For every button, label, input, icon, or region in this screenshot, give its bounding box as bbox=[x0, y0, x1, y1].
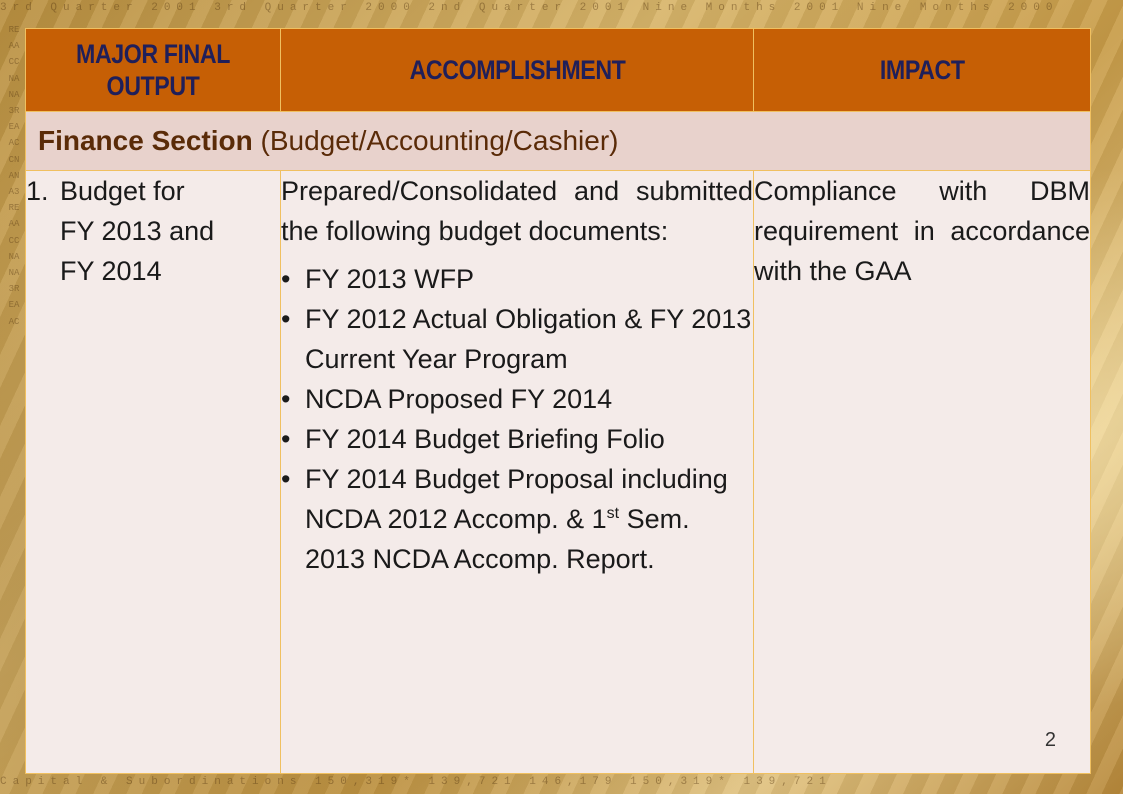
background-ticker-bottom: Capital & Subordinations 150,319* 139,721 146,179 150,319* 139,721 bbox=[0, 776, 832, 788]
list-item: • FY 2014 Budget Proposal including NCDA 2012 Accomp. & 1st Sem. 2013 NCDA Accomp. Report. bbox=[281, 459, 753, 579]
header-accomplishment: ACCOMPLISHMENT bbox=[281, 29, 754, 112]
output-line-3: FY 2014 bbox=[60, 256, 162, 286]
table-header-row bbox=[26, 29, 1091, 112]
section-title-cell bbox=[26, 112, 1091, 171]
list-item: • NCDA Proposed FY 2014 bbox=[281, 379, 753, 419]
output-cell bbox=[26, 171, 281, 774]
background-ticker-left: REAACCNANA3REAACCNANA3REAACCNANA3REAAC bbox=[8, 25, 20, 327]
table-row bbox=[26, 171, 1091, 774]
output-line-1: Budget for bbox=[60, 176, 185, 206]
list-item: • FY 2012 Actual Obligation & FY 2013 Current Year Program bbox=[281, 299, 753, 379]
accomplishment-lead: Prepared/Consolidated and submitted the following budget documents: bbox=[281, 176, 753, 246]
item-number: 1. bbox=[26, 176, 49, 206]
output-line-2: FY 2013 and bbox=[60, 216, 215, 246]
header-major-final-output: MAJOR FINAL OUTPUT bbox=[26, 29, 281, 112]
list-item: • FY 2013 WFP bbox=[281, 259, 753, 299]
accomplishment-table bbox=[25, 28, 1091, 774]
section-row bbox=[26, 112, 1091, 171]
section-title: Finance Section bbox=[38, 125, 253, 156]
header-impact: IMPACT bbox=[754, 29, 1091, 112]
impact-cell bbox=[754, 171, 1091, 774]
accomplishment-list bbox=[281, 259, 753, 579]
background-ticker-top: 3rd Quarter 2001 3rd Quarter 2000 2nd Quarter 2001 Nine Months 2001 Nine Months 2000 bbox=[0, 2, 1059, 14]
impact-text: Compliance with DBM requirement in accordance with the GAA bbox=[754, 176, 1090, 286]
accomplishment-cell bbox=[281, 171, 754, 774]
page-number: 2 bbox=[1044, 729, 1056, 751]
list-item: • FY 2014 Budget Briefing Folio bbox=[281, 419, 753, 459]
section-subtitle: (Budget/Accounting/Cashier) bbox=[260, 125, 619, 156]
